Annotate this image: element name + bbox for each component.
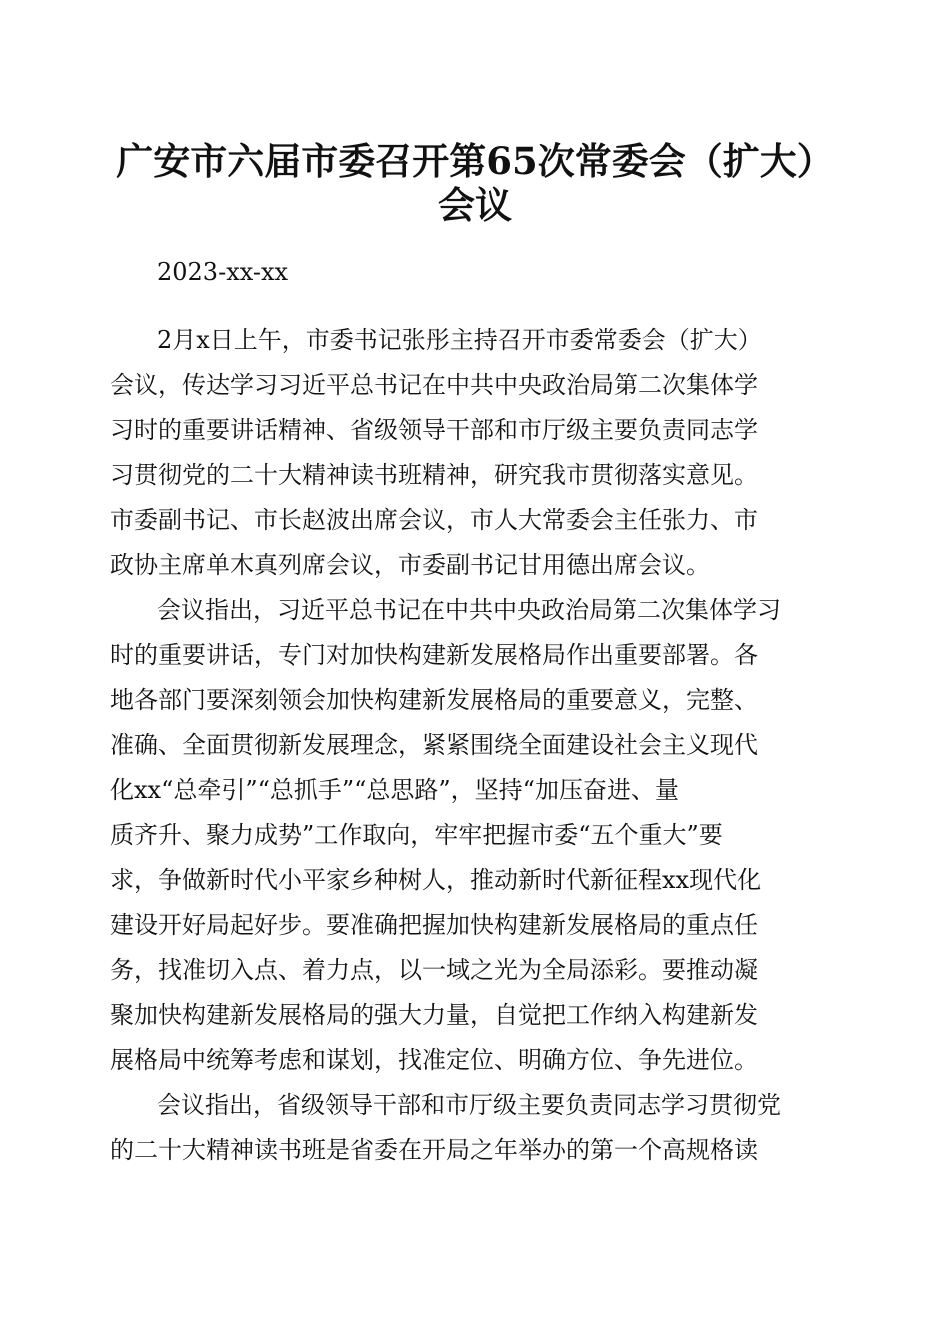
paragraph-line: 准确、全面贯彻新发展理念，紧紧围绕全面建设社会主义现代 <box>110 731 758 759</box>
paragraph-line: 政协主席单木真列席会议，市委副书记甘用德出席会议。 <box>110 551 710 579</box>
paragraph-line: 会议指出，习近平总书记在中共中央政治局第二次集体学习 <box>157 596 781 624</box>
document-date: 2023-xx-xx <box>157 258 289 286</box>
paragraph-line: 务，找准切入点、着力点，以一域之光为全局添彩。要推动凝 <box>110 956 758 984</box>
paragraph-line: 会议指出，省级领导干部和市厅级主要负责同志学习贯彻党 <box>157 1091 781 1119</box>
paragraph-line: 聚加快构建新发展格局的强大力量，自觉把工作纳入构建新发 <box>110 1001 758 1029</box>
paragraph-line: 2月x日上午，市委书记张彤主持召开市委常委会（扩大） <box>157 326 762 354</box>
document-title-continued: 会议 <box>438 183 512 227</box>
paragraph-line: 求，争做新时代小平家乡种树人，推动新时代新征程xx现代化 <box>110 866 762 894</box>
paragraph-line: 市委副书记、市长赵波出席会议，市人大常委会主任张力、市 <box>110 506 758 534</box>
paragraph-line: 习时的重要讲话精神、省级领导干部和市厅级主要负责同志学 <box>110 416 758 444</box>
paragraph-line: 习贯彻党的二十大精神读书班精神，研究我市贯彻落实意见。 <box>110 461 758 489</box>
paragraph-line: 的二十大精神读书班是省委在开局之年举办的第一个高规格读 <box>110 1136 758 1164</box>
paragraph-line: 建设开好局起好步。要准确把握加快构建新发展格局的重点任 <box>110 911 758 939</box>
paragraph-line: 质齐升、聚力成势”工作取向，牢牢把握市委“五个重大”要 <box>110 821 723 849</box>
paragraph-line: 化xx“总牵引”“总抓手”“总思路”，坚持“加压奋进、量 <box>110 776 679 804</box>
paragraph-line: 地各部门要深刻领会加快构建新发展格局的重要意义，完整、 <box>110 686 758 714</box>
document-title: 广安市六届市委召开第65次常委会（扩大） <box>116 139 834 183</box>
paragraph-line: 时的重要讲话，专门对加快构建新发展格局作出重要部署。各 <box>110 641 758 669</box>
paragraph-line: 展格局中统筹考虑和谋划，找准定位、明确方位、争先进位。 <box>110 1046 758 1074</box>
paragraph-line: 会议，传达学习习近平总书记在中共中央政治局第二次集体学 <box>110 371 758 399</box>
